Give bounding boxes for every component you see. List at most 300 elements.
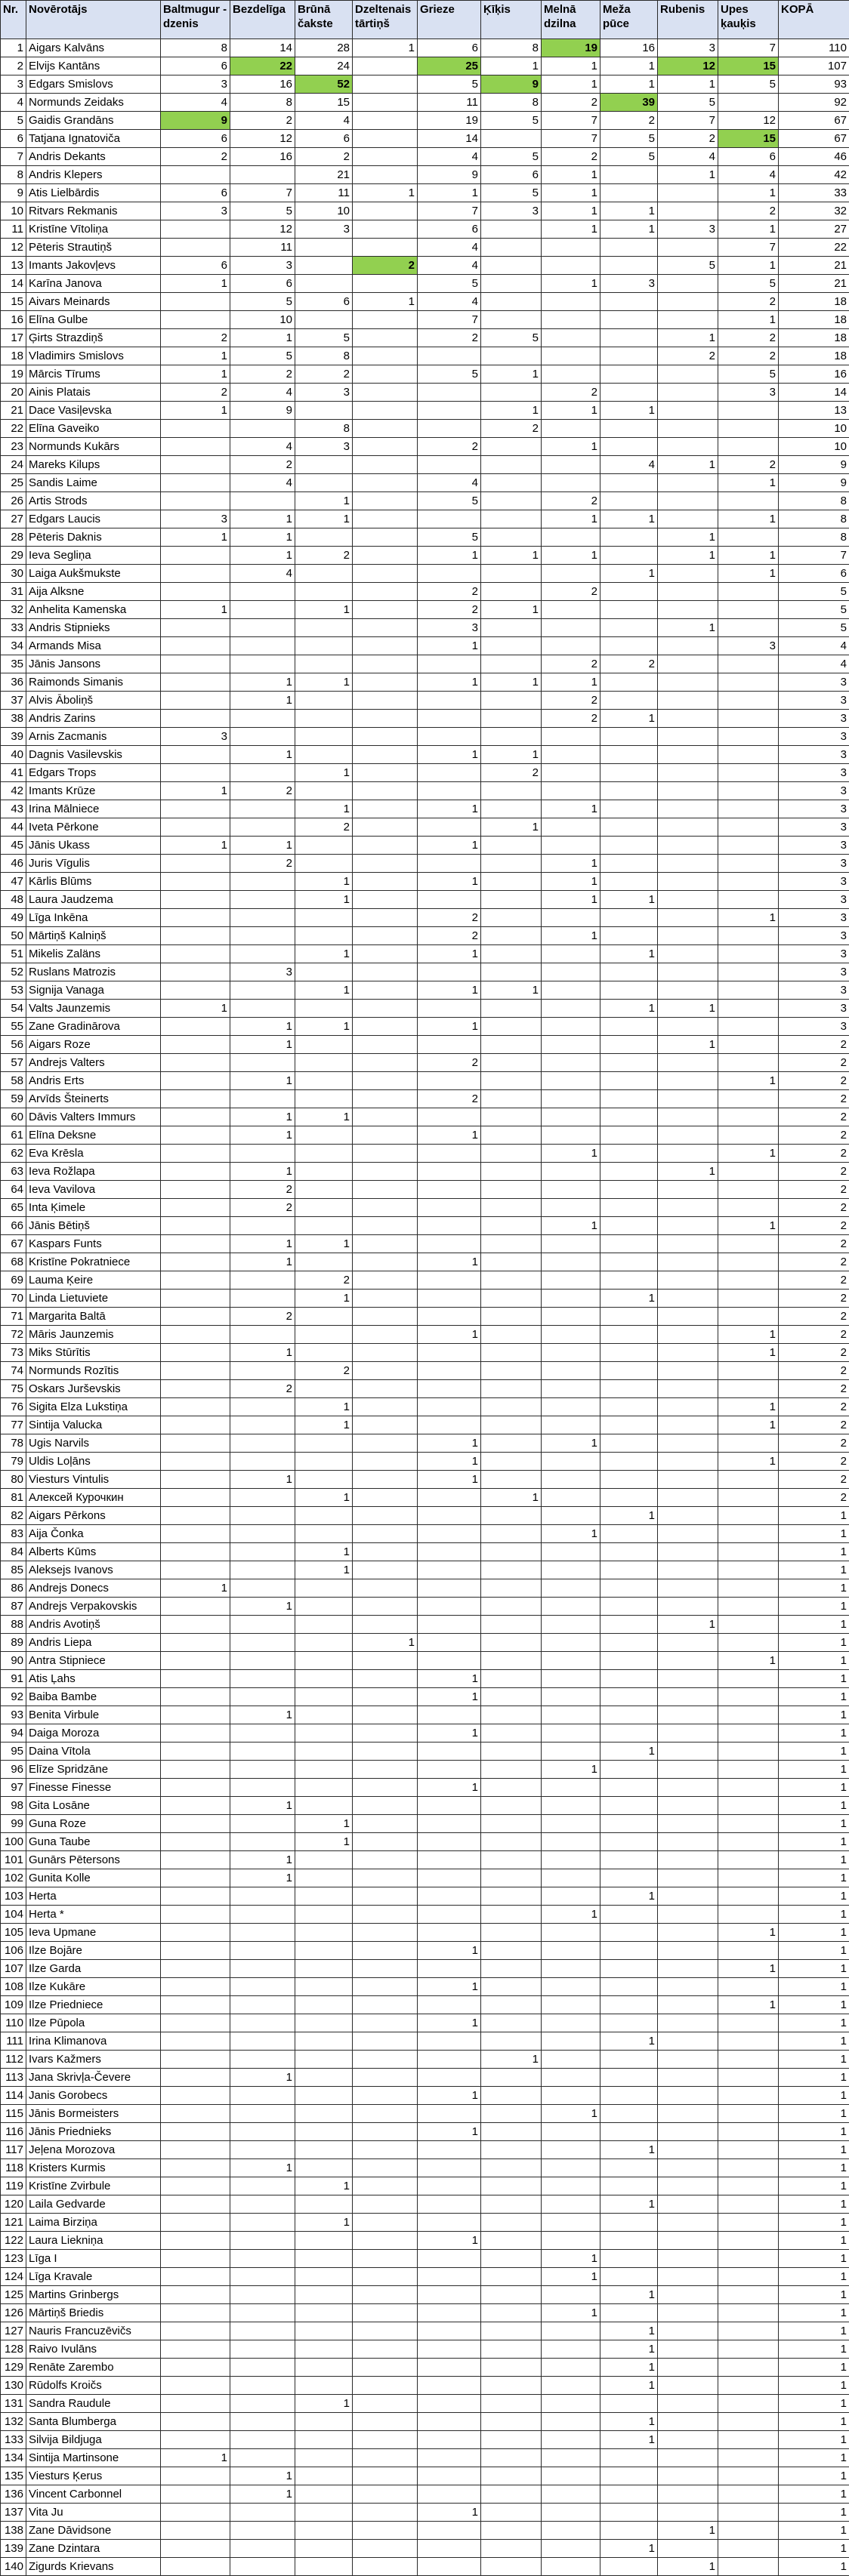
count-cell[interactable] — [295, 1706, 353, 1724]
observer-name-cell[interactable]: Finesse Finesse — [26, 1779, 161, 1797]
count-cell[interactable] — [718, 1906, 779, 1924]
count-cell[interactable] — [481, 1779, 542, 1797]
total-cell[interactable]: 1 — [779, 2014, 849, 2032]
count-cell[interactable]: 1 — [295, 492, 353, 510]
count-cell[interactable] — [161, 1652, 230, 1670]
count-cell[interactable] — [658, 1108, 718, 1126]
count-cell[interactable]: 3 — [295, 384, 353, 402]
col-header-meza-puce[interactable]: Meža pūce — [600, 1, 658, 39]
count-cell[interactable] — [295, 1036, 353, 1054]
count-cell[interactable] — [481, 619, 542, 637]
count-cell[interactable] — [481, 438, 542, 456]
count-cell[interactable] — [418, 510, 481, 528]
count-cell[interactable] — [353, 909, 418, 927]
count-cell[interactable] — [353, 2413, 418, 2431]
count-cell[interactable] — [295, 1525, 353, 1543]
count-cell[interactable] — [353, 1181, 418, 1199]
count-cell[interactable]: 1 — [295, 1235, 353, 1253]
count-cell[interactable] — [658, 2105, 718, 2123]
count-cell[interactable] — [600, 1145, 658, 1163]
count-cell[interactable] — [161, 2286, 230, 2304]
count-cell[interactable] — [658, 673, 718, 692]
count-cell[interactable] — [418, 2395, 481, 2413]
count-cell[interactable] — [658, 601, 718, 619]
count-cell[interactable] — [600, 1906, 658, 1924]
count-cell[interactable] — [230, 2359, 295, 2377]
row-number-cell[interactable]: 38 — [1, 710, 26, 728]
count-cell[interactable] — [295, 1688, 353, 1706]
count-cell[interactable]: 2 — [230, 365, 295, 384]
col-header-grieze[interactable]: Grieze — [418, 1, 481, 39]
count-cell[interactable] — [295, 1996, 353, 2014]
row-number-cell[interactable]: 91 — [1, 1670, 26, 1688]
row-number-cell[interactable]: 139 — [1, 2540, 26, 2558]
count-cell[interactable] — [718, 1489, 779, 1507]
count-cell[interactable]: 1 — [718, 510, 779, 528]
count-cell[interactable] — [295, 1199, 353, 1217]
count-cell[interactable]: 1 — [718, 1326, 779, 1344]
count-cell[interactable] — [658, 2014, 718, 2032]
count-cell[interactable]: 3 — [658, 39, 718, 57]
count-cell[interactable] — [230, 1543, 295, 1561]
count-cell[interactable]: 15 — [718, 130, 779, 148]
total-cell[interactable]: 1 — [779, 2304, 849, 2322]
count-cell[interactable] — [161, 2195, 230, 2214]
count-cell[interactable] — [295, 275, 353, 293]
observer-name-cell[interactable]: Arnis Zacmanis — [26, 728, 161, 746]
count-cell[interactable] — [418, 1072, 481, 1090]
total-cell[interactable]: 1 — [779, 2123, 849, 2141]
count-cell[interactable] — [658, 438, 718, 456]
count-cell[interactable]: 5 — [230, 202, 295, 220]
count-cell[interactable] — [542, 2232, 600, 2250]
count-cell[interactable] — [658, 818, 718, 837]
observer-name-cell[interactable]: Andris Dekants — [26, 148, 161, 166]
count-cell[interactable] — [718, 2359, 779, 2377]
count-cell[interactable] — [295, 1072, 353, 1090]
row-number-cell[interactable]: 14 — [1, 275, 26, 293]
count-cell[interactable] — [718, 945, 779, 963]
row-number-cell[interactable]: 3 — [1, 75, 26, 94]
count-cell[interactable]: 5 — [418, 365, 481, 384]
count-cell[interactable] — [353, 800, 418, 818]
count-cell[interactable] — [418, 1960, 481, 1978]
count-cell[interactable] — [353, 1942, 418, 1960]
count-cell[interactable] — [230, 1996, 295, 2014]
observer-name-cell[interactable]: Vita Ju — [26, 2504, 161, 2522]
count-cell[interactable] — [481, 2467, 542, 2485]
count-cell[interactable] — [353, 2449, 418, 2467]
count-cell[interactable]: 2 — [542, 94, 600, 112]
observer-name-cell[interactable]: Inta Ķimele — [26, 1199, 161, 1217]
observer-name-cell[interactable]: Normunds Rozītis — [26, 1362, 161, 1380]
observer-name-cell[interactable]: Atis Ļahs — [26, 1670, 161, 1688]
count-cell[interactable]: 3 — [481, 202, 542, 220]
count-cell[interactable]: 1 — [230, 2485, 295, 2504]
count-cell[interactable] — [542, 1652, 600, 1670]
count-cell[interactable] — [542, 1543, 600, 1561]
count-cell[interactable] — [230, 1761, 295, 1779]
count-cell[interactable] — [542, 1018, 600, 1036]
total-cell[interactable]: 1 — [779, 2431, 849, 2449]
observer-name-cell[interactable]: Elīze Spridzāne — [26, 1761, 161, 1779]
observer-name-cell[interactable]: Kristīne Pokratniece — [26, 1253, 161, 1271]
count-cell[interactable] — [718, 673, 779, 692]
observer-name-cell[interactable]: Kristīne Zvirbule — [26, 2177, 161, 2195]
row-number-cell[interactable]: 102 — [1, 1869, 26, 1887]
count-cell[interactable] — [658, 365, 718, 384]
total-cell[interactable]: 1 — [779, 1579, 849, 1598]
count-cell[interactable] — [658, 2467, 718, 2485]
observer-name-cell[interactable]: Ģirts Strazdiņš — [26, 329, 161, 347]
count-cell[interactable] — [481, 565, 542, 583]
count-cell[interactable] — [542, 2431, 600, 2449]
observer-name-cell[interactable]: Vincent Carbonnel — [26, 2485, 161, 2504]
count-cell[interactable] — [658, 981, 718, 1000]
total-cell[interactable]: 1 — [779, 1706, 849, 1724]
count-cell[interactable] — [230, 1616, 295, 1634]
count-cell[interactable] — [161, 2340, 230, 2359]
count-cell[interactable] — [230, 1833, 295, 1851]
count-cell[interactable] — [418, 1000, 481, 1018]
count-cell[interactable] — [295, 2504, 353, 2522]
count-cell[interactable] — [418, 2322, 481, 2340]
total-cell[interactable]: 22 — [779, 239, 849, 257]
count-cell[interactable] — [353, 1108, 418, 1126]
count-cell[interactable]: 1 — [481, 981, 542, 1000]
row-number-cell[interactable]: 140 — [1, 2558, 26, 2576]
count-cell[interactable] — [658, 1416, 718, 1434]
count-cell[interactable]: 2 — [718, 347, 779, 365]
total-cell[interactable]: 9 — [779, 474, 849, 492]
count-cell[interactable] — [161, 619, 230, 637]
row-number-cell[interactable]: 114 — [1, 2087, 26, 2105]
row-number-cell[interactable]: 54 — [1, 1000, 26, 1018]
count-cell[interactable] — [295, 2359, 353, 2377]
count-cell[interactable]: 2 — [481, 764, 542, 782]
row-number-cell[interactable]: 13 — [1, 257, 26, 275]
count-cell[interactable] — [718, 1833, 779, 1851]
observer-name-cell[interactable]: Imants Jakovļevs — [26, 257, 161, 275]
count-cell[interactable] — [161, 1978, 230, 1996]
count-cell[interactable] — [718, 528, 779, 547]
count-cell[interactable] — [418, 2105, 481, 2123]
row-number-cell[interactable]: 28 — [1, 528, 26, 547]
count-cell[interactable]: 1 — [542, 57, 600, 75]
count-cell[interactable] — [658, 2051, 718, 2069]
count-cell[interactable]: 1 — [230, 510, 295, 528]
total-cell[interactable]: 1 — [779, 1815, 849, 1833]
count-cell[interactable]: 4 — [658, 148, 718, 166]
count-cell[interactable] — [418, 963, 481, 981]
count-cell[interactable]: 4 — [418, 474, 481, 492]
count-cell[interactable]: 1 — [230, 1797, 295, 1815]
count-cell[interactable] — [600, 927, 658, 945]
count-cell[interactable] — [295, 1634, 353, 1652]
count-cell[interactable] — [600, 1308, 658, 1326]
row-number-cell[interactable]: 96 — [1, 1761, 26, 1779]
count-cell[interactable] — [295, 311, 353, 329]
count-cell[interactable]: 1 — [230, 1851, 295, 1869]
count-cell[interactable]: 6 — [161, 57, 230, 75]
observer-name-cell[interactable]: Ainis Platais — [26, 384, 161, 402]
count-cell[interactable]: 1 — [542, 2105, 600, 2123]
count-cell[interactable] — [295, 2522, 353, 2540]
total-cell[interactable]: 27 — [779, 220, 849, 239]
count-cell[interactable] — [418, 1344, 481, 1362]
count-cell[interactable] — [418, 1561, 481, 1579]
count-cell[interactable] — [161, 2214, 230, 2232]
count-cell[interactable]: 1 — [600, 2286, 658, 2304]
row-number-cell[interactable]: 40 — [1, 746, 26, 764]
count-cell[interactable] — [230, 1290, 295, 1308]
count-cell[interactable] — [295, 474, 353, 492]
count-cell[interactable] — [542, 837, 600, 855]
count-cell[interactable]: 52 — [295, 75, 353, 94]
count-cell[interactable] — [658, 1253, 718, 1271]
total-cell[interactable]: 2 — [779, 1271, 849, 1290]
count-cell[interactable]: 1 — [600, 891, 658, 909]
total-cell[interactable]: 18 — [779, 293, 849, 311]
count-cell[interactable]: 1 — [658, 1616, 718, 1634]
count-cell[interactable]: 1 — [418, 1724, 481, 1742]
count-cell[interactable] — [542, 1000, 600, 1018]
count-cell[interactable]: 6 — [295, 130, 353, 148]
count-cell[interactable] — [295, 2431, 353, 2449]
count-cell[interactable] — [353, 347, 418, 365]
count-cell[interactable] — [481, 1235, 542, 1253]
count-cell[interactable] — [718, 583, 779, 601]
row-number-cell[interactable]: 109 — [1, 1996, 26, 2014]
total-cell[interactable]: 1 — [779, 2051, 849, 2069]
count-cell[interactable] — [353, 1018, 418, 1036]
count-cell[interactable] — [542, 1978, 600, 1996]
count-cell[interactable]: 1 — [230, 2159, 295, 2177]
count-cell[interactable] — [542, 2340, 600, 2359]
row-number-cell[interactable]: 26 — [1, 492, 26, 510]
count-cell[interactable] — [418, 855, 481, 873]
total-cell[interactable]: 3 — [779, 909, 849, 927]
count-cell[interactable] — [161, 1126, 230, 1145]
count-cell[interactable]: 5 — [418, 492, 481, 510]
count-cell[interactable] — [353, 275, 418, 293]
count-cell[interactable] — [718, 2159, 779, 2177]
row-number-cell[interactable]: 129 — [1, 2359, 26, 2377]
row-number-cell[interactable]: 130 — [1, 2377, 26, 2395]
total-cell[interactable]: 2 — [779, 1489, 849, 1507]
count-cell[interactable] — [600, 1869, 658, 1887]
row-number-cell[interactable]: 71 — [1, 1308, 26, 1326]
count-cell[interactable]: 1 — [600, 75, 658, 94]
total-cell[interactable]: 5 — [779, 583, 849, 601]
count-cell[interactable] — [295, 1344, 353, 1362]
count-cell[interactable] — [295, 2286, 353, 2304]
count-cell[interactable] — [230, 2558, 295, 2576]
observer-name-cell[interactable]: Dāvis Valters Immurs — [26, 1108, 161, 1126]
count-cell[interactable]: 4 — [600, 456, 658, 474]
count-cell[interactable] — [353, 1543, 418, 1561]
total-cell[interactable]: 1 — [779, 2286, 849, 2304]
total-cell[interactable]: 18 — [779, 311, 849, 329]
count-cell[interactable] — [230, 2377, 295, 2395]
count-cell[interactable]: 5 — [600, 130, 658, 148]
count-cell[interactable] — [161, 1906, 230, 1924]
row-number-cell[interactable]: 115 — [1, 2105, 26, 2123]
count-cell[interactable] — [295, 1145, 353, 1163]
count-cell[interactable] — [718, 963, 779, 981]
row-number-cell[interactable]: 82 — [1, 1507, 26, 1525]
count-cell[interactable]: 2 — [295, 1362, 353, 1380]
count-cell[interactable]: 4 — [418, 257, 481, 275]
count-cell[interactable]: 1 — [295, 800, 353, 818]
row-number-cell[interactable]: 5 — [1, 112, 26, 130]
count-cell[interactable] — [353, 927, 418, 945]
count-cell[interactable] — [353, 1308, 418, 1326]
count-cell[interactable] — [353, 2467, 418, 2485]
count-cell[interactable]: 5 — [418, 528, 481, 547]
count-cell[interactable] — [353, 1887, 418, 1906]
observer-name-cell[interactable]: Dagnis Vasilevskis — [26, 746, 161, 764]
count-cell[interactable] — [230, 2051, 295, 2069]
count-cell[interactable] — [658, 293, 718, 311]
count-cell[interactable] — [718, 2395, 779, 2413]
row-number-cell[interactable]: 66 — [1, 1217, 26, 1235]
count-cell[interactable] — [353, 2069, 418, 2087]
count-cell[interactable] — [600, 2087, 658, 2105]
observer-name-cell[interactable]: Andris Stipnieks — [26, 619, 161, 637]
total-cell[interactable]: 3 — [779, 800, 849, 818]
row-number-cell[interactable]: 97 — [1, 1779, 26, 1797]
count-cell[interactable] — [481, 1525, 542, 1543]
count-cell[interactable] — [658, 1290, 718, 1308]
count-cell[interactable] — [353, 2268, 418, 2286]
count-cell[interactable] — [718, 1543, 779, 1561]
count-cell[interactable] — [418, 782, 481, 800]
count-cell[interactable] — [718, 2141, 779, 2159]
count-cell[interactable] — [658, 510, 718, 528]
observer-name-cell[interactable]: Dace Vasiļevska — [26, 402, 161, 420]
observer-name-cell[interactable]: Ieva Rožlapa — [26, 1163, 161, 1181]
count-cell[interactable] — [542, 2014, 600, 2032]
count-cell[interactable]: 1 — [542, 2304, 600, 2322]
count-cell[interactable] — [481, 239, 542, 257]
count-cell[interactable] — [658, 710, 718, 728]
count-cell[interactable]: 5 — [230, 293, 295, 311]
count-cell[interactable] — [600, 746, 658, 764]
count-cell[interactable] — [418, 1616, 481, 1634]
count-cell[interactable] — [658, 2032, 718, 2051]
count-cell[interactable] — [600, 673, 658, 692]
row-number-cell[interactable]: 108 — [1, 1978, 26, 1996]
count-cell[interactable]: 2 — [418, 1090, 481, 1108]
count-cell[interactable] — [295, 2159, 353, 2177]
count-cell[interactable]: 1 — [481, 2051, 542, 2069]
count-cell[interactable] — [718, 492, 779, 510]
total-cell[interactable]: 2 — [779, 1434, 849, 1453]
observer-name-cell[interactable]: Renāte Zarembo — [26, 2359, 161, 2377]
count-cell[interactable] — [161, 474, 230, 492]
count-cell[interactable] — [600, 1815, 658, 1833]
count-cell[interactable] — [481, 2522, 542, 2540]
count-cell[interactable] — [418, 2431, 481, 2449]
count-cell[interactable] — [481, 492, 542, 510]
col-header-rubenis[interactable]: Rubenis — [658, 1, 718, 39]
count-cell[interactable]: 1 — [418, 746, 481, 764]
count-cell[interactable]: 3 — [295, 220, 353, 239]
row-number-cell[interactable]: 138 — [1, 2522, 26, 2540]
total-cell[interactable]: 2 — [779, 1290, 849, 1308]
row-number-cell[interactable]: 39 — [1, 728, 26, 746]
count-cell[interactable] — [295, 2250, 353, 2268]
count-cell[interactable]: 1 — [658, 456, 718, 474]
count-cell[interactable] — [600, 492, 658, 510]
count-cell[interactable] — [481, 2413, 542, 2431]
total-cell[interactable]: 5 — [779, 601, 849, 619]
count-cell[interactable]: 1 — [230, 746, 295, 764]
row-number-cell[interactable]: 65 — [1, 1199, 26, 1217]
count-cell[interactable] — [481, 2268, 542, 2286]
count-cell[interactable]: 1 — [230, 1471, 295, 1489]
count-cell[interactable] — [161, 1380, 230, 1398]
count-cell[interactable] — [295, 637, 353, 655]
total-cell[interactable]: 1 — [779, 1561, 849, 1579]
count-cell[interactable] — [718, 782, 779, 800]
count-cell[interactable] — [481, 1670, 542, 1688]
observer-name-cell[interactable]: Gaidis Grandāns — [26, 112, 161, 130]
row-number-cell[interactable]: 73 — [1, 1344, 26, 1362]
count-cell[interactable]: 3 — [161, 510, 230, 528]
count-cell[interactable] — [658, 239, 718, 257]
observer-name-cell[interactable]: Jānis Ukass — [26, 837, 161, 855]
count-cell[interactable] — [658, 837, 718, 855]
observer-name-cell[interactable]: Ilze Priedniece — [26, 1996, 161, 2014]
total-cell[interactable]: 1 — [779, 2069, 849, 2087]
count-cell[interactable] — [658, 1706, 718, 1724]
count-cell[interactable] — [230, 1000, 295, 1018]
count-cell[interactable]: 2 — [542, 710, 600, 728]
count-cell[interactable] — [481, 1797, 542, 1815]
row-number-cell[interactable]: 69 — [1, 1271, 26, 1290]
count-cell[interactable]: 1 — [230, 673, 295, 692]
count-cell[interactable]: 1 — [418, 945, 481, 963]
row-number-cell[interactable]: 98 — [1, 1797, 26, 1815]
row-number-cell[interactable]: 45 — [1, 837, 26, 855]
count-cell[interactable]: 14 — [230, 39, 295, 57]
count-cell[interactable] — [353, 166, 418, 184]
count-cell[interactable] — [542, 1090, 600, 1108]
count-cell[interactable]: 2 — [418, 601, 481, 619]
total-cell[interactable]: 2 — [779, 1145, 849, 1163]
count-cell[interactable] — [418, 2214, 481, 2232]
count-cell[interactable] — [542, 1072, 600, 1090]
count-cell[interactable]: 1 — [600, 2340, 658, 2359]
count-cell[interactable] — [481, 782, 542, 800]
count-cell[interactable] — [658, 1489, 718, 1507]
total-cell[interactable]: 10 — [779, 420, 849, 438]
count-cell[interactable] — [718, 2069, 779, 2087]
count-cell[interactable]: 6 — [161, 130, 230, 148]
count-cell[interactable]: 5 — [481, 148, 542, 166]
count-cell[interactable]: 1 — [230, 1235, 295, 1253]
count-cell[interactable] — [353, 1471, 418, 1489]
row-number-cell[interactable]: 34 — [1, 637, 26, 655]
count-cell[interactable] — [658, 2177, 718, 2195]
count-cell[interactable] — [542, 528, 600, 547]
observer-name-cell[interactable]: Mārtiņš Briedis — [26, 2304, 161, 2322]
total-cell[interactable]: 32 — [779, 202, 849, 220]
count-cell[interactable]: 1 — [658, 2558, 718, 2576]
count-cell[interactable] — [230, 1724, 295, 1742]
